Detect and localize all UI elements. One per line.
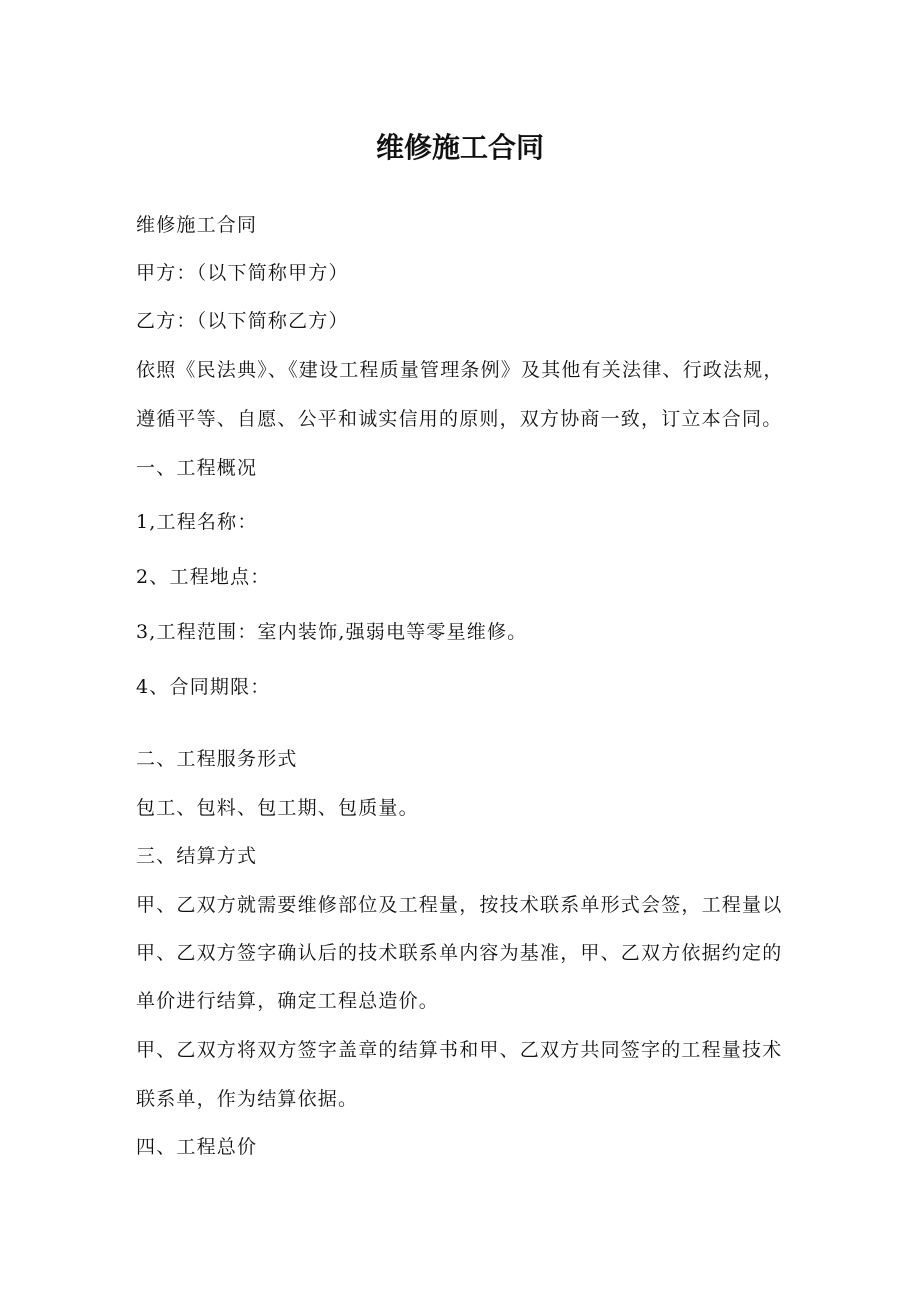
settlement-para-2-line-2: 联系单，作为结算依据。 bbox=[136, 1088, 359, 1110]
party-b-line: 乙方：（以下简称乙方） bbox=[136, 310, 349, 332]
party-a-line: 甲方：（以下简称甲方） bbox=[136, 262, 349, 284]
settlement-para-1-line-2: 甲、乙双方签字确认后的技术联系单内容为基准，甲、乙双方依据约定的 bbox=[136, 942, 783, 964]
settlement-para-1-line-3: 单价进行结算，确定工程总造价。 bbox=[136, 990, 440, 1012]
settlement-para-1-line-1: 甲、乙双方就需要维修部位及工程量，按技术联系单形式会签，工程量以 bbox=[136, 894, 783, 916]
item-contract-term: 4、合同期限： bbox=[136, 676, 271, 698]
item-project-name: 1,工程名称： bbox=[136, 511, 258, 533]
preamble-line-2: 遵循平等、自愿、公平和诚实信用的原则，双方协商一致，订立本合同。 bbox=[136, 408, 783, 430]
document-title: 维修施工合同 bbox=[375, 131, 544, 164]
item-project-location: 2、工程地点： bbox=[136, 566, 271, 588]
section-2-heading: 二、工程服务形式 bbox=[136, 748, 298, 770]
section-4-heading: 四、工程总价 bbox=[136, 1136, 258, 1158]
item-project-scope: 3,工程范围：室内装饰,强弱电等零星维修。 bbox=[136, 621, 528, 643]
service-form-line: 包工、包料、包工期、包质量。 bbox=[136, 797, 419, 819]
preamble-line-1: 依照《民法典》、《建设工程质量管理条例》及其他有关法律、行政法规， bbox=[136, 359, 784, 381]
section-3-heading: 三、结算方式 bbox=[136, 845, 258, 867]
settlement-para-2-line-1: 甲、乙双方将双方签字盖章的结算书和甲、乙双方共同签字的工程量技术 bbox=[136, 1039, 783, 1061]
paragraph-heading-repeat: 维修施工合同 bbox=[136, 214, 258, 236]
section-1-heading: 一、工程概况 bbox=[136, 457, 258, 479]
